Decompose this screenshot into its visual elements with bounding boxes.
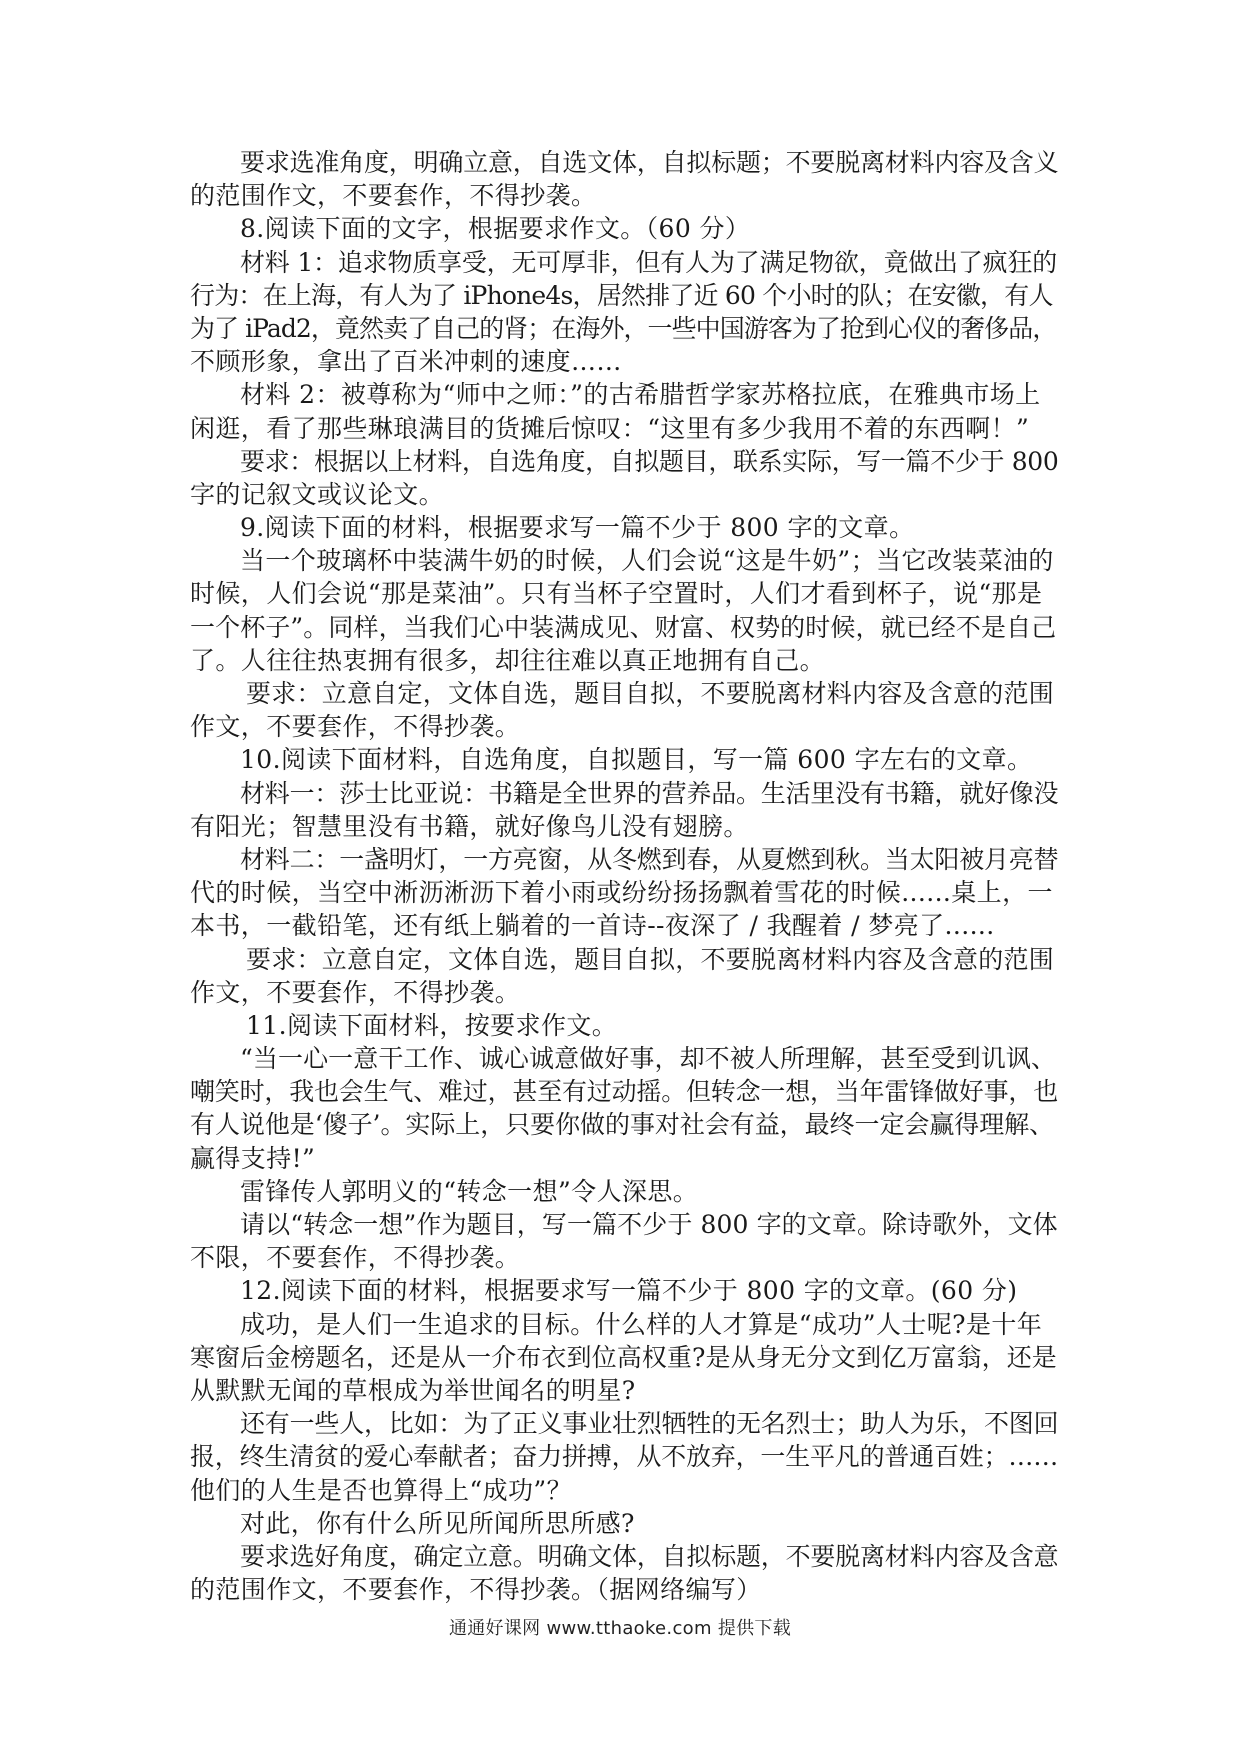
text-line: 材料一：莎士比亚说：书籍是全世界的营养品。生活里没有书籍，就好像没 <box>240 778 1059 808</box>
question-10-heading: 10.阅读下面材料，自选角度，自拟题目，写一篇 600 字左右的文章。 <box>240 745 1033 775</box>
text-line: 的范围作文，不要套作，不得抄袭。（据网络编写） <box>190 1575 762 1605</box>
text-line: 作文，不要套作，不得抄袭。 <box>190 712 521 742</box>
text-line: 要求：根据以上材料，自选角度，自拟题目，联系实际，写一篇不少于 800 <box>240 446 1059 476</box>
text-line: 本书，一截铅笔，还有纸上躺着的一首诗--夜深了 / 我醒着 / 梦亮了...... <box>190 911 995 941</box>
text-line: “当一心一意干工作、诚心诚意做好事，却不被人所理解，甚至受到讥讽、 <box>240 1044 1057 1074</box>
text-line: 他们的人生是否也算得上“成功”？ <box>190 1475 572 1505</box>
text-line: 闲逛，看了那些琳琅满目的货摊后惊叹：“这里有多少我用不着的东西啊！” <box>190 413 1030 443</box>
text-line: 对此，你有什么所见所闻所思所感? <box>240 1508 635 1538</box>
text-line: 从默默无闻的草根成为举世闻名的明星? <box>190 1375 636 1405</box>
text-line: 要求选准角度，明确立意，自选文体，自拟标题；不要脱离材料内容及含义 <box>240 148 1059 177</box>
question-12-heading: 12.阅读下面的材料，根据要求写一篇不少于 800 字的文章。(60 分) <box>240 1276 1018 1306</box>
text-line: 雷锋传人郭明义的“转念一想”令人深思。 <box>240 1176 699 1206</box>
question-8-heading: 8.阅读下面的文字，根据要求作文。（60 分） <box>240 214 751 244</box>
text-line: 材料 2：被尊称为“师中之师：”的古希腊哲学家苏格拉底，在雅典市场上 <box>240 380 1041 410</box>
text-line: 不顾形象，拿出了百米冲刺的速度…… <box>190 347 622 377</box>
text-line: 一个杯子”。同样，当我们心中装满成见、财富、权势的时候，就已经不是自己 <box>190 612 1057 642</box>
text-line: 成功，是人们一生追求的目标。什么样的人才算是“成功”人士呢?是十年 <box>240 1309 1043 1339</box>
text-line: 赢得支持!” <box>190 1143 316 1173</box>
text-line: 有人说他是‘傻子’。实际上，只要你做的事对社会有益，最终一定会赢得理解、 <box>190 1110 1055 1140</box>
text-line: 材料二：一盏明灯，一方亮窗，从冬燃到春，从夏燃到秋。当太阳被月亮替 <box>240 844 1059 874</box>
text-line: 要求选好角度，确定立意。明确文体，自拟标题，不要脱离材料内容及含意 <box>240 1541 1059 1571</box>
text-line: 不限，不要套作，不得抄袭。 <box>190 1243 521 1273</box>
text-line: 还有一些人，比如：为了正义事业壮烈牺牲的无名烈士；助人为乐，不图回 <box>240 1409 1059 1439</box>
text-line: 作文，不要套作，不得抄袭。 <box>190 977 521 1007</box>
text-line: 当一个玻璃杯中装满牛奶的时候，人们会说“这是牛奶”；当它改装菜油的 <box>240 546 1054 576</box>
text-line: 有阳光；智慧里没有书籍，就好像鸟儿没有翅膀。 <box>190 811 749 841</box>
question-9-heading: 9.阅读下面的材料，根据要求写一篇不少于 800 字的文章。 <box>240 513 915 543</box>
text-line: 请以“转念一想”作为题目，写一篇不少于 800 字的文章。除诗歌外，文体 <box>240 1210 1058 1239</box>
text-line: 的范围作文，不要套作，不得抄袭。 <box>190 181 597 211</box>
text-line: 寒窗后金榜题名，还是从一介布衣到位高权重?是从身无分文到亿万富翁，还是 <box>190 1342 1057 1372</box>
text-line: 材料 1：追求物质享受，无可厚非，但有人为了满足物欲，竟做出了疯狂的 <box>240 247 1058 277</box>
document-body <box>190 146 1058 1606</box>
text-line: 行为：在上海，有人为了 iPhone4s，居然排了近 60 个小时的队；在安徽，有人 <box>190 280 1053 310</box>
question-11-heading: 11.阅读下面材料，按要求作文。 <box>246 1010 618 1040</box>
text-line: 要求：立意自定，文体自选，题目自拟，不要脱离材料内容及含意的范围 <box>246 679 1055 708</box>
text-line: 字的记叙文或议论文。 <box>190 479 445 509</box>
text-line: 了。人往往热衷拥有很多，却往往难以真正地拥有自己。 <box>190 645 826 675</box>
text-line: 为了 iPad2，竟然卖了自己的肾；在海外，一些中国游客为了抢到心仪的奢侈品， <box>190 313 1057 343</box>
text-line: 代的时候，当空中淅沥淅沥下着小雨或纷纷扬扬飘着雪花的时候......桌上，一 <box>190 878 1053 908</box>
text-line: 报，终生清贫的爱心奉献者；奋力拼搏，从不放弃，一生平凡的普通百姓；…… <box>190 1442 1059 1472</box>
text-line: 要求：立意自定，文体自选，题目自拟，不要脱离材料内容及含意的范围 <box>246 944 1055 974</box>
text-line: 嘲笑时，我也会生气、难过，甚至有过动摇。但转念一想，当年雷锋做好事，也 <box>190 1077 1059 1107</box>
text-line: 时候，人们会说“那是菜油”。只有当杯子空置时，人们才看到杯子，说“那是 <box>190 579 1043 609</box>
page-footer: 通通好课网 www.tthaoke.com 提供下载 <box>448 1618 792 1639</box>
